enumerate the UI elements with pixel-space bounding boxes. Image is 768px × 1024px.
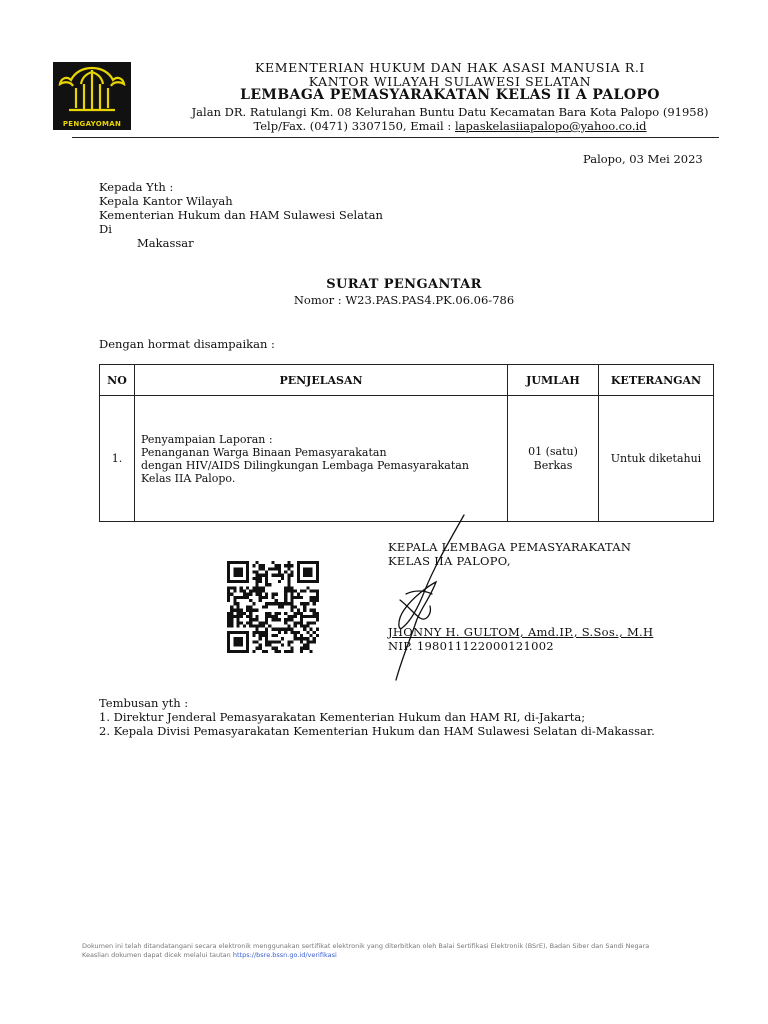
row-description <box>135 396 508 522</box>
handwritten-signature <box>380 510 480 685</box>
contact-line <box>150 119 750 133</box>
tembusan-item: 1. Direktur Jenderal Pemasyarakatan Kementerian Hukum dan HAM RI, di-Jakarta; <box>99 710 586 724</box>
header-divider <box>72 137 719 138</box>
desc-line: Kelas IIA Palopo. <box>141 471 236 485</box>
letter-number: Nomor : W23.PAS.PAS4.PK.06.06-786 <box>293 293 515 307</box>
row-keterangan: Untuk diketahui <box>599 396 714 522</box>
recipient-di: Di <box>99 222 112 236</box>
greeting: Dengan hormat disampaikan : <box>99 337 275 351</box>
header-keterangan: KETERANGAN <box>599 365 714 396</box>
office-name: KANTOR WILAYAH SULAWESI SELATAN <box>308 74 592 89</box>
recipient-salutation: Kepada Yth : <box>99 180 174 194</box>
address-line: Jalan DR. Ratulangi Km. 08 Kelurahan Buntu Datu Kecamatan Bara Kota Palopo (91958) <box>191 105 709 119</box>
signatory-nip: NIP. 198011122000121002 <box>388 639 554 653</box>
email-link[interactable]: lapaskelasiiapalopo@yahoo.co.id <box>454 119 647 133</box>
jumlah-unit: Berkas <box>533 458 573 472</box>
signatory-name: JHONNY H. GULTOM, Amd.IP., S.Sos., M.H <box>388 625 654 639</box>
letter-date: Palopo, 03 Mei 2023 <box>583 152 703 166</box>
tembusan-label: Tembusan yth : <box>99 696 189 710</box>
signatory-position: KEPALA LEMBAGA PEMASYARAKATAN <box>388 540 632 554</box>
institution-logo <box>53 62 131 130</box>
document-table <box>99 364 714 522</box>
signatory-position-2: KELAS IIA PALOPO, <box>388 554 511 568</box>
footer-verify-text: Keaslian dokumen dapat dicek melalui tautan <box>82 951 233 959</box>
header-no: NO <box>100 365 135 396</box>
tembusan-item: 2. Kepala Divisi Pemasyarakatan Kementerian Hukum dan HAM Sulawesi Selatan di-Makassar. <box>99 724 655 738</box>
row-no: 1. <box>100 396 135 522</box>
table-row <box>100 396 714 522</box>
row-jumlah <box>508 396 599 522</box>
recipient-office: Kementerian Hukum dan HAM Sulawesi Selatan <box>99 208 383 222</box>
desc-line: dengan HIV/AIDS Dilingkungan Lembaga Pemasyarakatan <box>141 458 469 472</box>
table-header-row <box>100 365 714 396</box>
jumlah-count: 01 (satu) <box>528 444 578 458</box>
logo-label: PENGAYOMAN <box>62 120 122 128</box>
header-jumlah: JUMLAH <box>508 365 599 396</box>
header-penjelasan: PENJELASAN <box>135 365 508 396</box>
recipient-title: Kepala Kantor Wilayah <box>99 194 233 208</box>
ministry-name: KEMENTERIAN HUKUM DAN HAK ASASI MANUSIA R.I <box>255 60 645 75</box>
desc-line: Penyampaian Laporan : <box>141 432 273 446</box>
footer-notice: Dokumen ini telah ditandatangani secara elektronik menggunakan sertifikat elektronik yang diterbitkan oleh Balai Sertifikasi Elektronik (BSrE), Badan Siber dan Sandi Negara <box>82 942 650 950</box>
phone-text: Telp/Fax. (0471) 3307150, Email : <box>253 119 455 133</box>
institution-name: LEMBAGA PEMASYARAKATAN KELAS II A PALOPO <box>240 87 660 103</box>
verify-link[interactable]: https://bsre.bssn.go.id/verifikasi <box>232 951 337 959</box>
recipient-city: Makassar <box>137 236 194 250</box>
pengayoman-emblem-icon <box>53 62 131 120</box>
qr-code-icon[interactable] <box>227 561 319 653</box>
desc-line: Penanganan Warga Binaan Pemasyarakatan <box>141 445 387 459</box>
letter-title: SURAT PENGANTAR <box>326 277 482 292</box>
footer-verify-line <box>82 951 722 959</box>
